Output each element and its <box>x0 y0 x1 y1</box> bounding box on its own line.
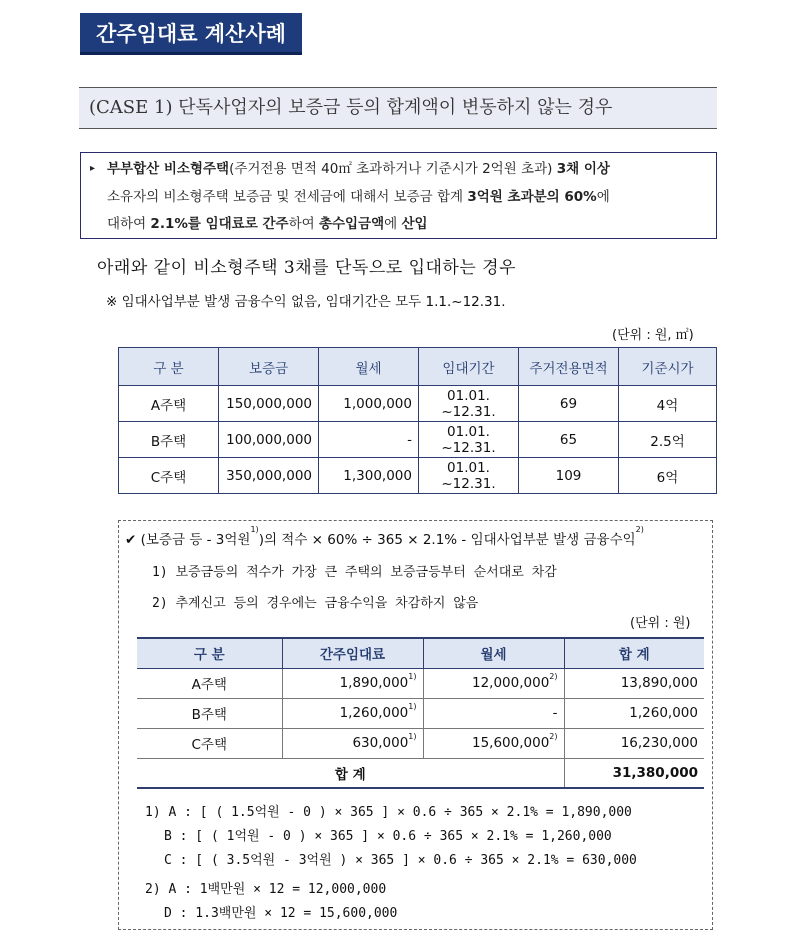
info-bold: 부부합산 비소형주택 <box>107 161 230 177</box>
table-row <box>137 728 704 758</box>
table-cell: C주택 <box>137 728 282 758</box>
cell-value: 12,000,000 <box>471 675 550 691</box>
table-cell: A주택 <box>137 668 282 698</box>
unit-label: (단위 : 원, ㎡) <box>612 328 694 343</box>
table-cell: 350,000,000 <box>219 458 319 494</box>
table-header: 구 분 <box>119 348 219 386</box>
info-text: 하여 <box>288 216 319 232</box>
table-cell <box>423 668 564 698</box>
info-text: 에 <box>384 216 402 232</box>
info-bold: 3채 이상 <box>556 161 610 177</box>
table-cell: 01.01. ~12.31. <box>419 458 519 494</box>
total-label: 합 계 <box>137 758 564 788</box>
footnote-marker: 1) <box>250 525 259 534</box>
calc-line: 2) A : 1백만원 × 12 = 12,000,000 <box>145 882 387 897</box>
page-title: 간주임대료 계산사례 <box>80 13 302 55</box>
footnote-marker: 2) <box>549 732 558 741</box>
table-row <box>119 458 717 494</box>
cell-value: 1,260,000 <box>339 705 409 721</box>
footnote-2: 2) 추계신고 등의 경우에는 금융수익을 차감하지 않음 <box>152 596 479 611</box>
case-note: ※ 임대사업부분 발생 금융수익 없음, 임대기간은 모두 1.1.~12.31. <box>106 294 506 310</box>
info-box <box>80 152 717 239</box>
table-row <box>119 386 717 422</box>
deemed-rent-table <box>137 637 704 789</box>
table-total-row <box>137 758 704 788</box>
bullet-icon: ▸ <box>90 163 96 174</box>
info-text: (주거전용 면적 40㎡ 초과하거나 기준시가 2억원 초과) <box>229 161 557 177</box>
footnote-marker: 2) <box>549 672 558 681</box>
table-cell <box>423 728 564 758</box>
table-cell: - <box>423 698 564 728</box>
case-description: 아래와 같이 비소형주택 3채를 단독으로 입대하는 경우 <box>97 258 517 278</box>
table-cell: - <box>319 422 419 458</box>
table-cell: 2.5억 <box>619 422 717 458</box>
table-cell <box>282 668 423 698</box>
total-value: 31,380,000 <box>564 758 704 788</box>
table-cell: 1,000,000 <box>319 386 419 422</box>
table-cell: 100,000,000 <box>219 422 319 458</box>
calc-line: C : [ ( 3.5억원 - 3억원 ) × 365 ] × 0.6 ÷ 365 × 2.1% = 630,000 <box>164 853 637 868</box>
case-heading: (CASE 1) 단독사업자의 보증금 등의 합계액이 변동하지 않는 경우 <box>79 87 717 129</box>
cell-value: 630,000 <box>352 735 409 751</box>
table-cell: 109 <box>519 458 619 494</box>
formula-text: )의 적수 × 60% ÷ 365 × 2.1% - 임대사업부분 발생 금융수익 <box>258 532 636 548</box>
table-header: 구 분 <box>137 638 282 668</box>
unit-label: (단위 : 원) <box>630 616 691 631</box>
formula <box>125 525 644 548</box>
info-line-3 <box>107 210 428 238</box>
table-cell: 4억 <box>619 386 717 422</box>
table-cell: 13,890,000 <box>564 668 704 698</box>
table-cell: A주택 <box>119 386 219 422</box>
table-cell: 01.01. ~12.31. <box>419 422 519 458</box>
table-header: 주거전용면적 <box>519 348 619 386</box>
table-header: 기준시가 <box>619 348 717 386</box>
formula-text: (보증금 등 - 3억원 <box>140 532 251 548</box>
table-cell: 6억 <box>619 458 717 494</box>
info-bold: 2.1%를 임대료로 간주 <box>150 216 289 232</box>
calc-line: D : 1.3백만원 × 12 = 15,600,000 <box>164 906 398 921</box>
cell-value: 1,890,000 <box>339 675 409 691</box>
table-header: 임대기간 <box>419 348 519 386</box>
house-table <box>118 347 717 494</box>
table-cell: C주택 <box>119 458 219 494</box>
info-text: 소유자의 비소형주택 보증금 및 전세금에 대해서 보증금 합계 <box>107 189 468 205</box>
calc-line: 1) A : [ ( 1.5억원 - 0 ) × 365 ] × 0.6 ÷ 365 × 2.1% = 1,890,000 <box>145 805 632 820</box>
table-cell: 150,000,000 <box>219 386 319 422</box>
check-icon: ✔ <box>125 532 137 548</box>
table-header: 보증금 <box>219 348 319 386</box>
table-cell: 69 <box>519 386 619 422</box>
table-header: 월세 <box>423 638 564 668</box>
cell-value: 15,600,000 <box>471 735 550 751</box>
table-header-row <box>119 348 717 386</box>
table-row <box>119 422 717 458</box>
table-row <box>137 668 704 698</box>
info-bold: 산입 <box>401 216 428 232</box>
table-header-row <box>137 638 704 668</box>
calc-line: B : [ ( 1억원 - 0 ) × 365 ] × 0.6 ÷ 365 × 2.1% = 1,260,000 <box>164 829 612 844</box>
table-cell <box>282 698 423 728</box>
table-cell: 16,230,000 <box>564 728 704 758</box>
info-bold: 3억원 초과분의 60% <box>467 189 597 205</box>
table-cell: 01.01. ~12.31. <box>419 386 519 422</box>
info-bold: 총수입금액 <box>318 216 385 232</box>
footnote-marker: 1) <box>408 672 417 681</box>
table-header: 합 계 <box>564 638 704 668</box>
info-line-2 <box>107 183 610 211</box>
info-text: 에 <box>596 189 610 205</box>
table-header: 월세 <box>319 348 419 386</box>
table-header: 간주임대료 <box>282 638 423 668</box>
table-cell: 1,300,000 <box>319 458 419 494</box>
table-row <box>137 698 704 728</box>
table-cell: B주택 <box>119 422 219 458</box>
info-line-1 <box>107 155 610 183</box>
table-cell: B주택 <box>137 698 282 728</box>
footnote-marker: 1) <box>408 732 417 741</box>
table-cell: 65 <box>519 422 619 458</box>
footnote-marker: 1) <box>408 702 417 711</box>
footnote-marker: 2) <box>635 525 644 534</box>
table-cell <box>282 728 423 758</box>
table-cell: 1,260,000 <box>564 698 704 728</box>
info-text: 대하여 <box>107 216 151 232</box>
footnote-1: 1) 보증금등의 적수가 가장 큰 주택의 보증금등부터 순서대로 차감 <box>152 565 557 580</box>
